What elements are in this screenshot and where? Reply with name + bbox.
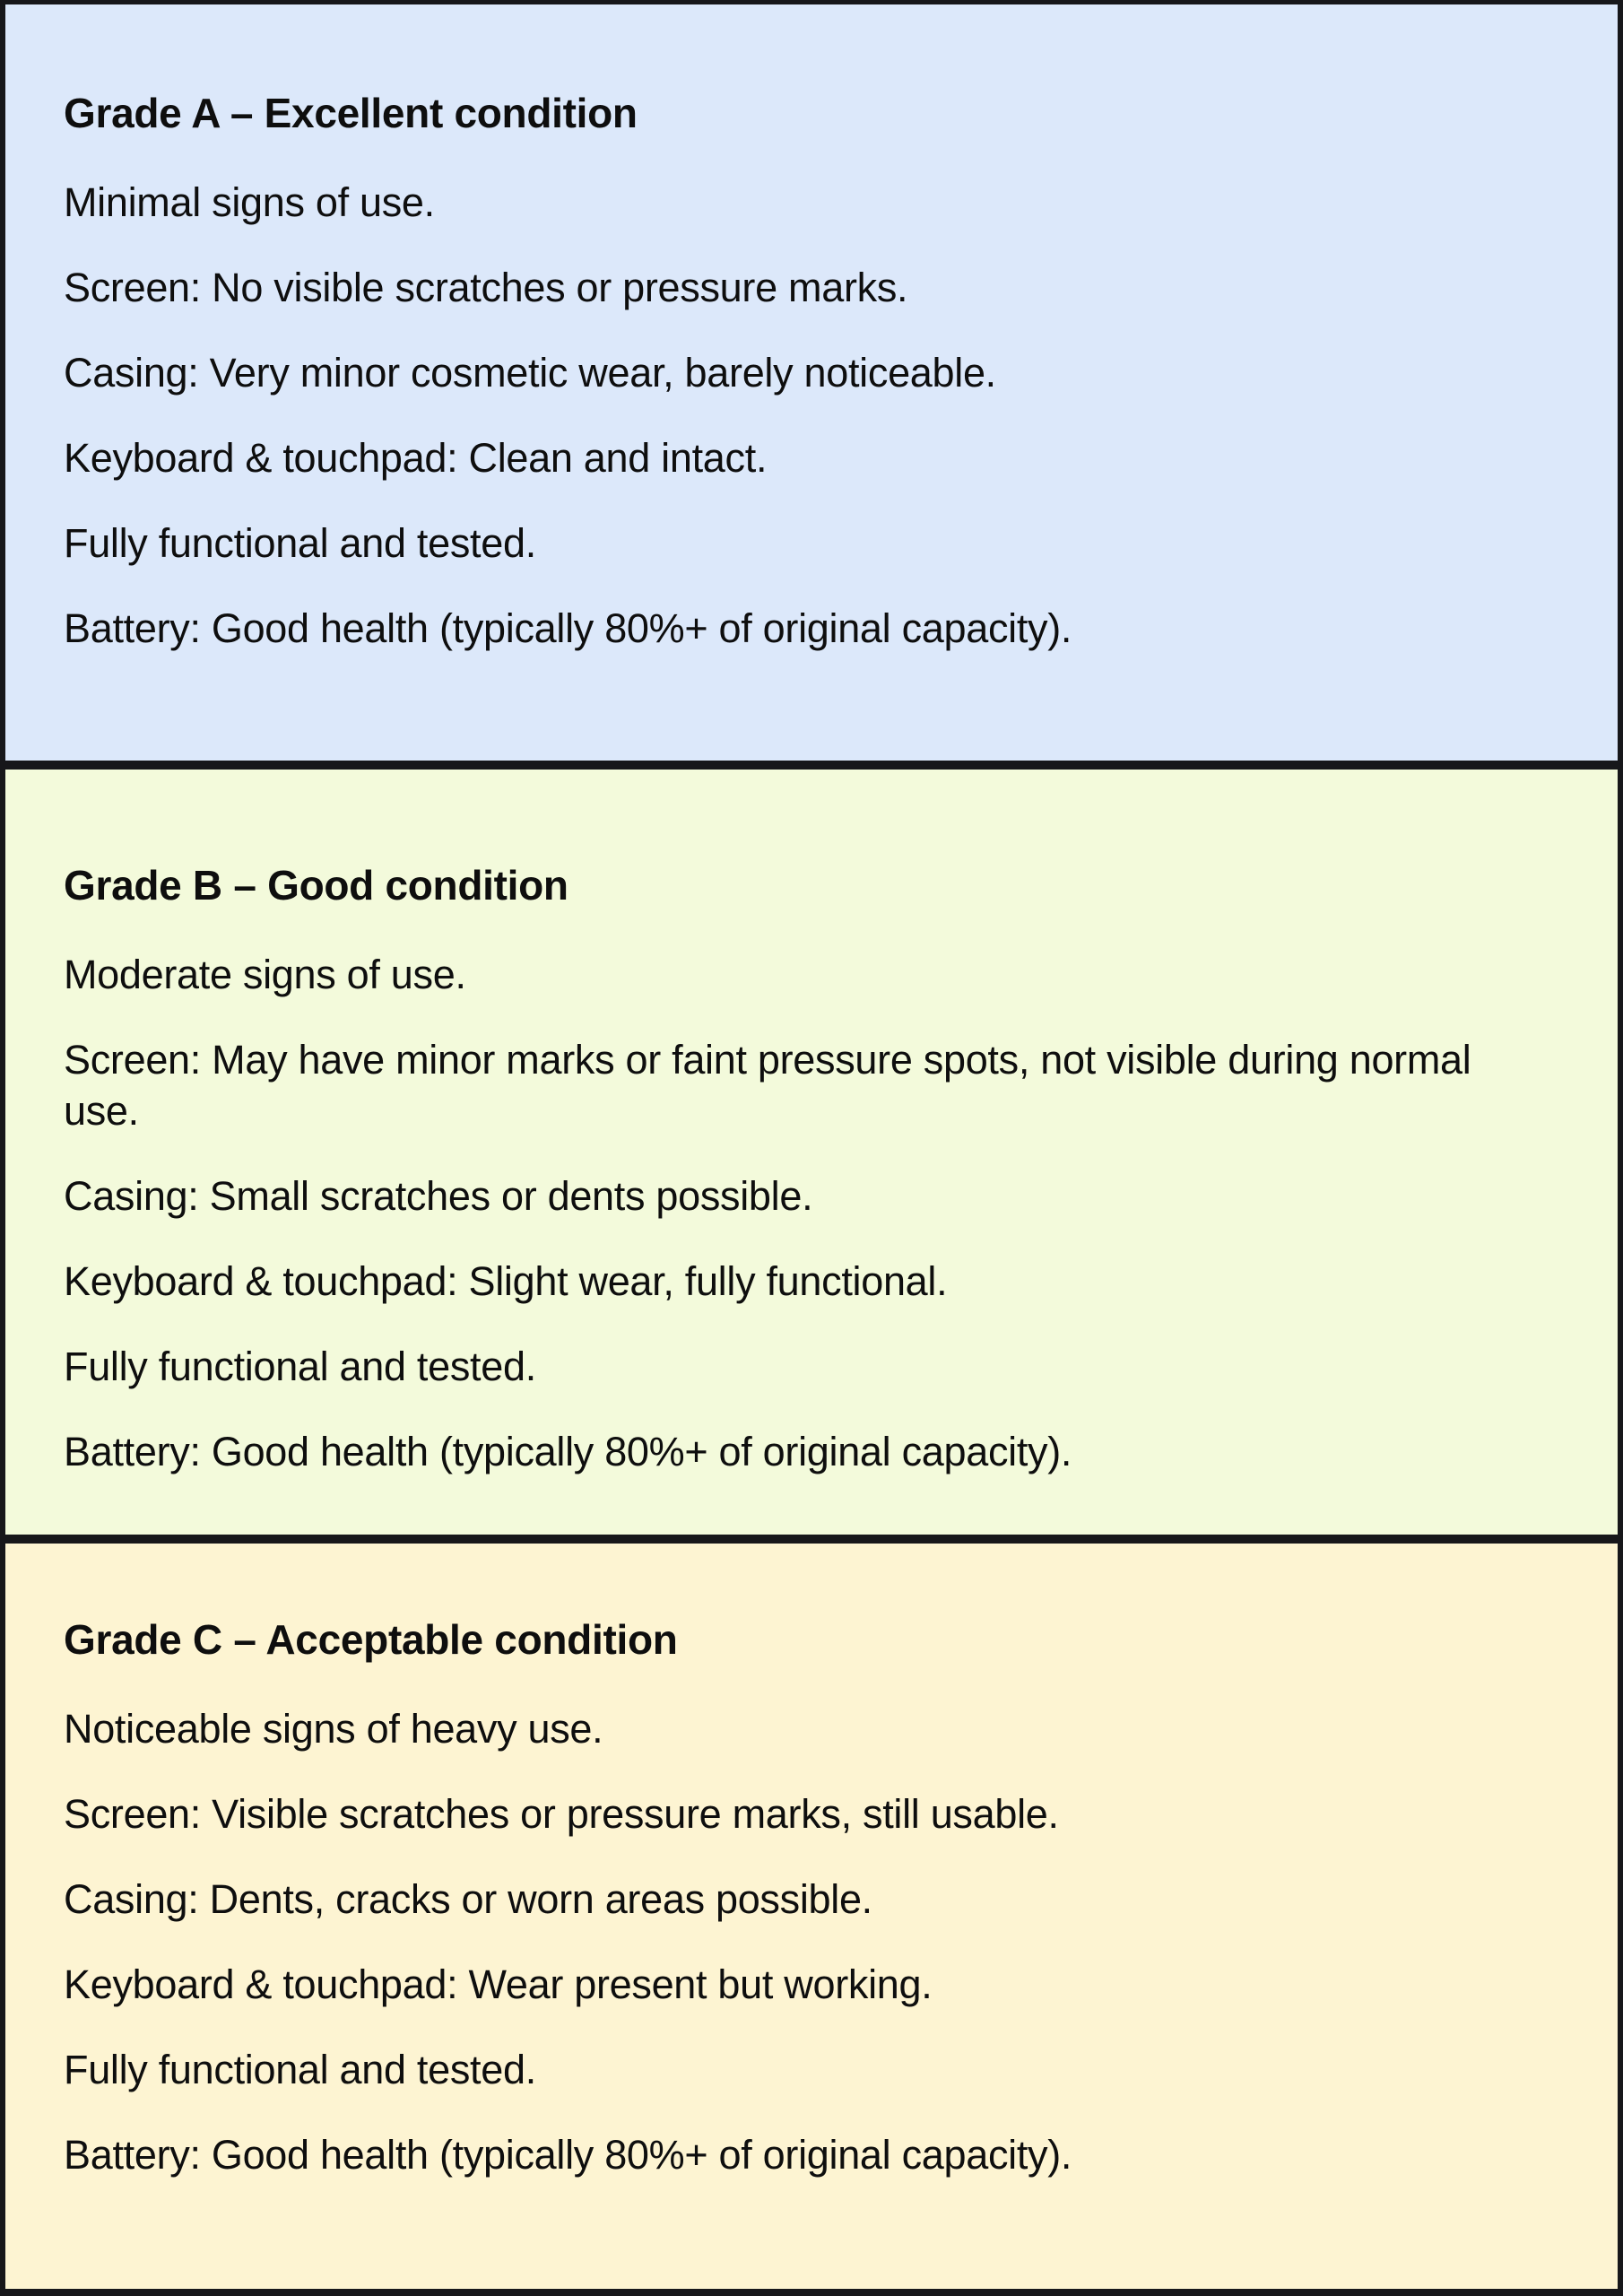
condition-line: Keyboard & touchpad: Slight wear, fully functional. — [64, 1258, 948, 1304]
grade-a-title: Grade A – Excellent condition — [64, 90, 638, 136]
grade-a-section — [5, 4, 1618, 761]
condition-line: Fully functional and tested. — [64, 520, 536, 566]
grade-c-section — [5, 1544, 1618, 2289]
condition-line: Battery: Good health (typically 80%+ of original capacity). — [64, 2132, 1072, 2178]
grade-b-lines — [64, 949, 1546, 1477]
condition-line: Battery: Good health (typically 80%+ of original capacity). — [64, 605, 1072, 651]
condition-line: Casing: Dents, cracks or worn areas possible. — [64, 1876, 872, 1922]
condition-line: Keyboard & touchpad: Wear present but working. — [64, 1961, 933, 2007]
condition-line: Fully functional and tested. — [64, 2047, 536, 2092]
condition-line: Moderate signs of use. — [64, 952, 466, 997]
condition-line: Screen: Visible scratches or pressure marks, still usable. — [64, 1791, 1059, 1837]
condition-line: Noticeable signs of heavy use. — [64, 1706, 603, 1752]
condition-line: Screen: No visible scratches or pressure marks. — [64, 265, 908, 310]
grade-b-title: Grade B – Good condition — [64, 862, 568, 909]
grade-c-lines — [64, 1703, 1546, 2180]
grade-a-lines — [64, 177, 1546, 654]
condition-line: Keyboard & touchpad: Clean and intact. — [64, 435, 768, 481]
grade-b-section — [5, 770, 1618, 1535]
condition-line: Fully functional and tested. — [64, 1344, 536, 1389]
condition-line: Minimal signs of use. — [64, 179, 435, 225]
condition-line: Casing: Very minor cosmetic wear, barely noticeable. — [64, 350, 996, 396]
grade-c-title: Grade C – Acceptable condition — [64, 1616, 678, 1663]
condition-line: Battery: Good health (typically 80%+ of original capacity). — [64, 1429, 1072, 1474]
condition-line: Screen: May have minor marks or faint pressure spots, not visible during normal use. — [64, 1037, 1471, 1134]
condition-line: Casing: Small scratches or dents possible. — [64, 1173, 813, 1219]
